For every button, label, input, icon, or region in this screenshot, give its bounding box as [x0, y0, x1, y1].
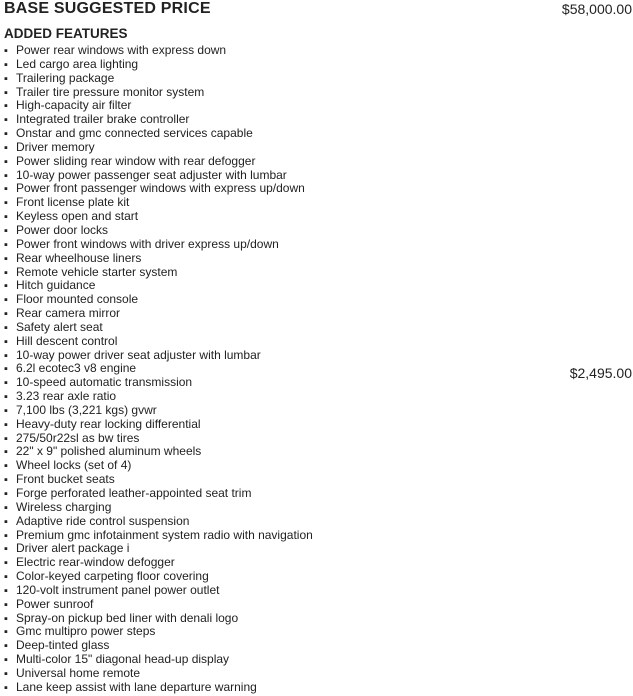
feature-item: [4, 72, 313, 86]
bullet-icon: ▪: [4, 654, 8, 667]
bullet-icon: ▪: [4, 501, 8, 514]
feature-item: [4, 418, 313, 432]
bullet-icon: ▪: [4, 626, 8, 639]
bullet-icon: ▪: [4, 72, 8, 85]
feature-label: Multi-color 15" diagonal head-up display: [16, 652, 230, 667]
bullet-icon: ▪: [4, 224, 8, 237]
feature-item: [4, 390, 313, 404]
feature-item: [4, 681, 313, 695]
feature-item: [4, 279, 313, 293]
feature-item: [4, 210, 313, 224]
bullet-icon: ▪: [4, 391, 8, 404]
feature-item: [4, 598, 313, 612]
feature-label: Lane keep assist with lane departure warning: [16, 679, 257, 694]
feature-label: Floor mounted console: [16, 292, 139, 307]
feature-item: [4, 86, 313, 100]
added-features-price: $2,495.00: [569, 365, 632, 381]
feature-item: [4, 196, 313, 210]
feature-item: [4, 127, 313, 141]
bullet-icon: ▪: [4, 488, 8, 500]
feature-item: [4, 293, 313, 307]
bullet-icon: ▪: [4, 100, 8, 113]
feature-item: [4, 141, 313, 155]
feature-item: [4, 99, 313, 113]
feature-label: Power sunroof: [16, 596, 94, 611]
feature-label: 6.2l ecotec3 v8 engine: [16, 361, 137, 376]
feature-item: [4, 266, 313, 280]
feature-label: Wireless charging: [16, 499, 112, 514]
feature-label: Electric rear-window defogger: [16, 555, 175, 570]
feature-label: Safety alert seat: [16, 319, 103, 334]
base-price-label: BASE SUGGESTED PRICE: [4, 0, 211, 17]
bullet-icon: ▪: [4, 169, 8, 182]
bullet-icon: ▪: [4, 404, 8, 417]
bullet-icon: ▪: [4, 238, 8, 251]
feature-item: [4, 252, 313, 266]
bullet-icon: ▪: [4, 266, 8, 279]
feature-label: Front license plate kit: [16, 195, 130, 210]
feature-label: Universal home remote: [16, 665, 141, 680]
bullet-icon: ▪: [4, 183, 8, 196]
feature-item: [4, 432, 313, 446]
feature-label: High-capacity air filter: [16, 98, 132, 113]
feature-item: [4, 445, 313, 459]
bullet-icon: ▪: [4, 58, 8, 71]
bullet-icon: ▪: [4, 252, 8, 265]
bullet-icon: ▪: [4, 667, 8, 680]
bullet-icon: ▪: [4, 474, 8, 487]
feature-label: Trailering package: [16, 70, 115, 85]
feature-item: [4, 58, 313, 72]
feature-label: 10-way power passenger seat adjuster with lumbar: [16, 167, 287, 182]
feature-label: Power door locks: [16, 222, 109, 237]
feature-item: [4, 625, 313, 639]
feature-item: [4, 529, 313, 543]
feature-label: Power front passenger windows with express up/down: [16, 181, 305, 196]
bullet-icon: ▪: [4, 418, 8, 431]
feature-item: [4, 542, 313, 556]
feature-label: Integrated trailer brake controller: [16, 112, 190, 127]
feature-label: 22" x 9" polished aluminum wheels: [16, 444, 202, 459]
feature-item: [4, 653, 313, 667]
feature-item: [4, 556, 313, 570]
bullet-icon: ▪: [4, 571, 8, 584]
feature-item: [4, 404, 313, 418]
bullet-icon: ▪: [4, 460, 8, 473]
feature-label: Wheel locks (set of 4): [16, 458, 132, 473]
feature-label: Rear wheelhouse liners: [16, 250, 142, 265]
feature-item: [4, 667, 313, 681]
feature-item: [4, 612, 313, 626]
bullet-icon: ▪: [4, 211, 8, 224]
base-price-value: $58,000.00: [561, 1, 632, 17]
feature-label: Hill descent control: [16, 333, 118, 348]
added-features-list: [4, 44, 313, 695]
feature-label: Deep-tinted glass: [16, 638, 110, 653]
feature-label: Spray-on pickup bed liner with denali logo: [16, 610, 239, 625]
feature-label: Power sliding rear window with rear defogger: [16, 153, 256, 168]
feature-item: [4, 349, 313, 363]
feature-item: [4, 238, 313, 252]
feature-label: Onstar and gmc connected services capable: [16, 126, 253, 141]
bullet-icon: ▪: [4, 598, 8, 611]
feature-label: Power rear windows with express down: [16, 43, 227, 57]
feature-label: Driver alert package i: [16, 541, 130, 556]
feature-label: Premium gmc infotainment system radio with navigation: [16, 527, 313, 542]
feature-label: 275/50r22sl as bw tires: [16, 430, 140, 445]
feature-label: Remote vehicle starter system: [16, 264, 178, 279]
feature-item: [4, 155, 313, 169]
feature-item: [4, 473, 313, 487]
feature-item: [4, 44, 313, 58]
feature-item: [4, 224, 313, 238]
bullet-icon: ▪: [4, 294, 8, 307]
bullet-icon: ▪: [4, 377, 8, 390]
bullet-icon: ▪: [4, 349, 8, 362]
feature-label: Driver memory: [16, 139, 95, 154]
feature-item: [4, 113, 313, 127]
feature-item: [4, 487, 313, 501]
feature-item: [4, 501, 313, 515]
feature-label: Heavy-duty rear locking differential: [16, 416, 201, 431]
bullet-icon: ▪: [4, 640, 8, 653]
feature-label: Forge perforated leather-appointed seat trim: [16, 486, 252, 500]
bullet-icon: ▪: [4, 515, 8, 528]
feature-label: 10-speed automatic transmission: [16, 375, 193, 390]
bullet-icon: ▪: [4, 446, 8, 459]
bullet-icon: ▪: [4, 280, 8, 293]
bullet-icon: ▪: [4, 128, 8, 141]
bullet-icon: ▪: [4, 681, 8, 694]
feature-item: [4, 335, 313, 349]
bullet-icon: ▪: [4, 584, 8, 597]
feature-label: Color-keyed carpeting floor covering: [16, 569, 209, 584]
feature-label: Front bucket seats: [16, 472, 115, 487]
feature-label: Power front windows with driver express up/down: [16, 236, 279, 251]
feature-label: Hitch guidance: [16, 278, 96, 293]
bullet-icon: ▪: [4, 557, 8, 570]
feature-item: [4, 584, 313, 598]
feature-item: [4, 570, 313, 584]
bullet-icon: ▪: [4, 363, 8, 376]
feature-label: 3.23 rear axle ratio: [16, 389, 117, 404]
bullet-icon: ▪: [4, 308, 8, 321]
bullet-icon: ▪: [4, 335, 8, 348]
feature-item: [4, 639, 313, 653]
feature-label: Led cargo area lighting: [16, 56, 139, 71]
added-features-heading: ADDED FEATURES: [4, 26, 128, 41]
feature-item: [4, 515, 313, 529]
feature-item: [4, 459, 313, 473]
feature-item: [4, 321, 313, 335]
bullet-icon: ▪: [4, 45, 8, 57]
bullet-icon: ▪: [4, 141, 8, 154]
feature-label: 10-way power driver seat adjuster with lumbar: [16, 347, 261, 362]
bullet-icon: ▪: [4, 543, 8, 556]
bullet-icon: ▪: [4, 432, 8, 445]
bullet-icon: ▪: [4, 529, 8, 542]
bullet-icon: ▪: [4, 155, 8, 168]
feature-item: [4, 376, 313, 390]
bullet-icon: ▪: [4, 197, 8, 210]
base-price-row: [4, 0, 632, 20]
feature-label: Adaptive ride control suspension: [16, 513, 190, 528]
bullet-icon: ▪: [4, 321, 8, 334]
feature-item: [4, 169, 313, 183]
feature-label: Rear camera mirror: [16, 306, 121, 321]
feature-item: [4, 307, 313, 321]
feature-item: [4, 182, 313, 196]
bullet-icon: ▪: [4, 86, 8, 99]
bullet-icon: ▪: [4, 612, 8, 625]
bullet-icon: ▪: [4, 114, 8, 127]
feature-item: [4, 362, 313, 376]
feature-label: Gmc multipro power steps: [16, 624, 156, 639]
feature-label: Keyless open and start: [16, 209, 139, 224]
feature-label: 120-volt instrument panel power outlet: [16, 582, 220, 597]
feature-label: Trailer tire pressure monitor system: [16, 84, 205, 99]
feature-label: 7,100 lbs (3,221 kgs) gvwr: [16, 402, 157, 417]
